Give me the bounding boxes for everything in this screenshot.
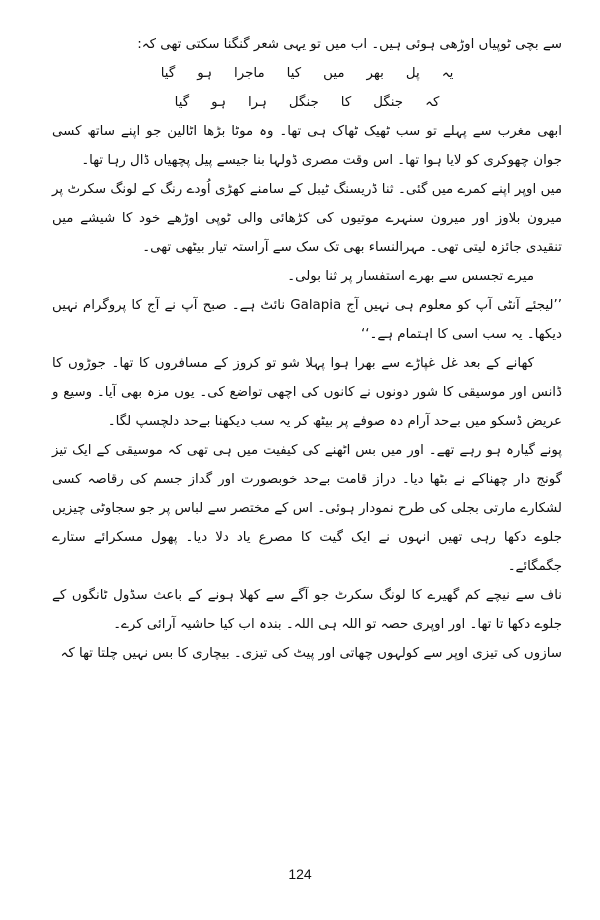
paragraph: میرے تجسس سے بھرے استفسار پر ثنا بولی۔ [287,269,534,284]
page-number: 124 [288,866,312,882]
paragraph: ناف سے نیچے کم گھیرے کا لونگ سکرٹ جو آگے سے کھلا ہونے کے باعث سڈول ٹانگوں کے جلوے دکھا تا تھا۔ اور اوپری حصہ تو اللہ ہی اللہ۔ بندہ اب کیا حاشیہ آرائی کرے۔ [52,588,562,632]
verse-word: ماجرا [233,66,265,81]
verse-word: ہو [211,95,226,110]
verse-word: گیا [174,95,190,110]
verse-word: یہ [441,66,454,81]
verse-word: کہ [425,95,440,110]
verse-word: ہرا [247,95,267,110]
verse-word: گیا [160,66,176,81]
verse-word: میں [323,66,345,81]
paragraph: سازوں کی تیزی اوپر سے کولہوں چھاتی اور پیٹ کی تیزی۔ بیچاری کا بس نہیں چلتا تھا کہ [60,646,562,661]
paragraph: ’’لیجئے آنٹی آپ کو معلوم ہی نہیں آج Galapia نائٹ ہے۔ صبح آپ نے آج کا پروگرام نہیں دیکھا۔ یہ سب اسی کا اہتمام ہے۔‘‘ [52,298,563,342]
verse-word: جنگل [288,95,319,110]
page-text [52,30,562,668]
verse-word: کا [340,95,352,110]
paragraph: ابھی مغرب سے پہلے تو سب ٹھیک ٹھاک ہی تھا۔ وہ موٹا بڑھا اٹالین جو اپنے ساتھ کسی جوان چھوکری کو لایا ہوا تھا۔ اس وقت مصری ڈولہا بنا جیسے پیل پچھیاں ڈال رہا تھا۔ [52,124,562,168]
verse-word: جنگل [373,95,404,110]
verse-word: ہو [197,66,212,81]
verse-word: بھر [366,66,384,81]
verse-line-1 [52,59,562,88]
paragraph: پونے گیارہ ہو رہے تھے۔ اور میں بس اٹھنے کی کیفیت میں ہی تھی کہ موسیقی کے ایک تیز گونج دار چھناکے نے بٹھا دیا۔ دراز قامت بےحد خوبصورت اور گداز جسم کی رقاصہ کسی لشکارے مارتی بجلی کی طرح نمودار ہوئی۔ اس کے مختصر سے لباس پر جو سجاوٹی چیزیں جلوے دکھا رہی تھیں انہوں نے ایک گیت کا مصرع یاد دلا دیا۔ پھول مسکرائے ستارے جگمگائے۔ [52,443,562,574]
paragraph: سے بچی ٹوپیاں اوڑھی ہوئی ہیں۔ اب میں تو یہی شعر گنگنا سکتی تھی کہ: [137,37,562,52]
paragraph: میں اوپر اپنے کمرے میں گئی۔ ثنا ڈریسنگ ٹیبل کے سامنے کھڑی اُودے رنگ کے لونگ سکرٹ پر میرون بلاوز اور میرون سنہرے موتیوں کی کڑھائی والی ٹوپی اوڑھے خود کا شیشے میں تنقیدی جائزہ لیتی تھی۔ مہرالنساء بھی تک سک سے آراستہ تیار بیٹھی تھی۔ [52,182,562,255]
verse-line-2 [52,88,562,117]
verse-word: کیا [286,66,302,81]
verse-word: پل [405,66,420,81]
paragraph: کھانے کے بعد غل غپاڑے سے بھرا ہوا پہلا شو تو کروز کے مسافروں کا تھا۔ جوڑوں کا ڈانس اور موسیقی کا شور دونوں نے کانوں کی اچھی تواضع کی۔ یوں مزہ بھی آیا۔ وسیع و عریض ڈسکو میں بےحد آرام دہ صوفے پر بیٹھ کر یہ سب دیکھنا بےحد دلچسپ لگا۔ [52,356,562,429]
